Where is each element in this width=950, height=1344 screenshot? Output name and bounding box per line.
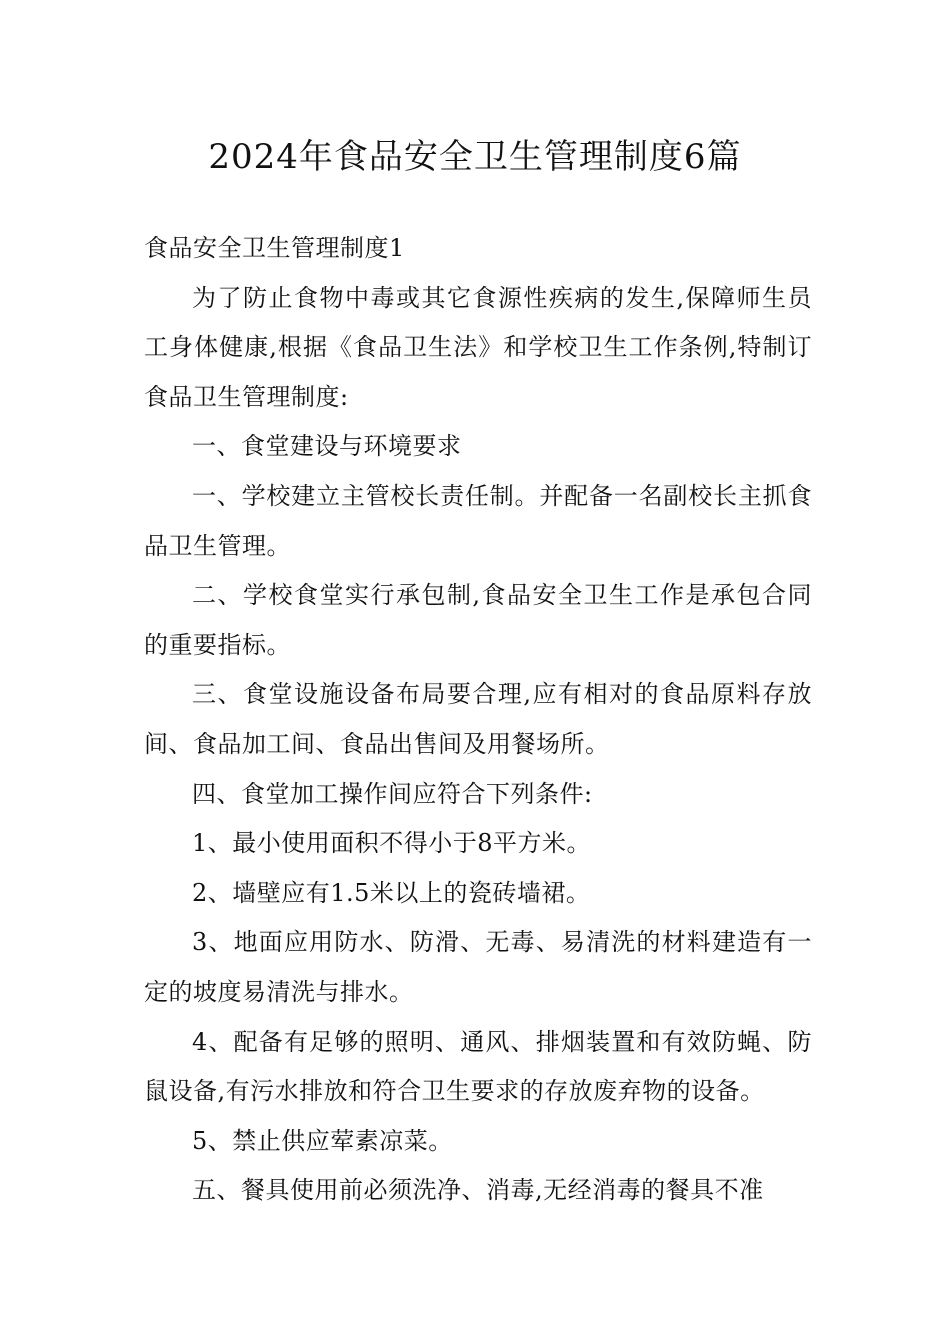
- paragraph-subitem-4: 4、配备有足够的照明、通风、排烟装置和有效防蝇、防鼠设备,有污水排放和符合卫生要求的存放废弃物的设备。: [144, 1027, 812, 1106]
- paragraph-item-1: 一、学校建立主管校长责任制。并配备一名副校长主抓食品卫生管理。: [144, 481, 812, 560]
- paragraph-subitem-3: 3、地面应用防水、防滑、无毒、易清洗的材料建造有一定的坡度易清洗与排水。: [144, 928, 812, 1006]
- paragraph-subitem-2: 2、墙壁应有1.5米以上的瓷砖墙裙。: [192, 878, 591, 907]
- section-heading: 食品安全卫生管理制度1: [144, 234, 405, 262]
- paragraph-item-5: 五、餐具使用前必须洗净、消毒,无经消毒的餐具不准: [192, 1176, 764, 1205]
- paragraph-intro: 为了防止食物中毒或其它食源性疾病的发生,保障师生员工身体健康,根据《食品卫生法》和学校卫生工作条例,特制订食品卫生管理制度:: [144, 283, 812, 411]
- paragraph-item-4: 四、食堂加工操作间应符合下列条件:: [192, 779, 593, 808]
- paragraph-item-2: 二、学校食堂实行承包制,食品安全卫生工作是承包合同的重要指标。: [144, 581, 812, 659]
- paragraph-subitem-5: 5、禁止供应荤素凉菜。: [192, 1126, 453, 1155]
- document-body: [144, 224, 812, 1216]
- paragraph-subitem-1: 1、最小使用面积不得小于8平方米。: [192, 829, 592, 858]
- paragraph-section-1-heading: 一、食堂建设与环境要求: [192, 432, 462, 461]
- document-title: 2024年食品安全卫生管理制度6篇: [208, 137, 742, 177]
- paragraph-item-3: 三、食堂设施设备布局要合理,应有相对的食品原料存放间、食品加工间、食品出售间及用餐场所。: [144, 680, 812, 758]
